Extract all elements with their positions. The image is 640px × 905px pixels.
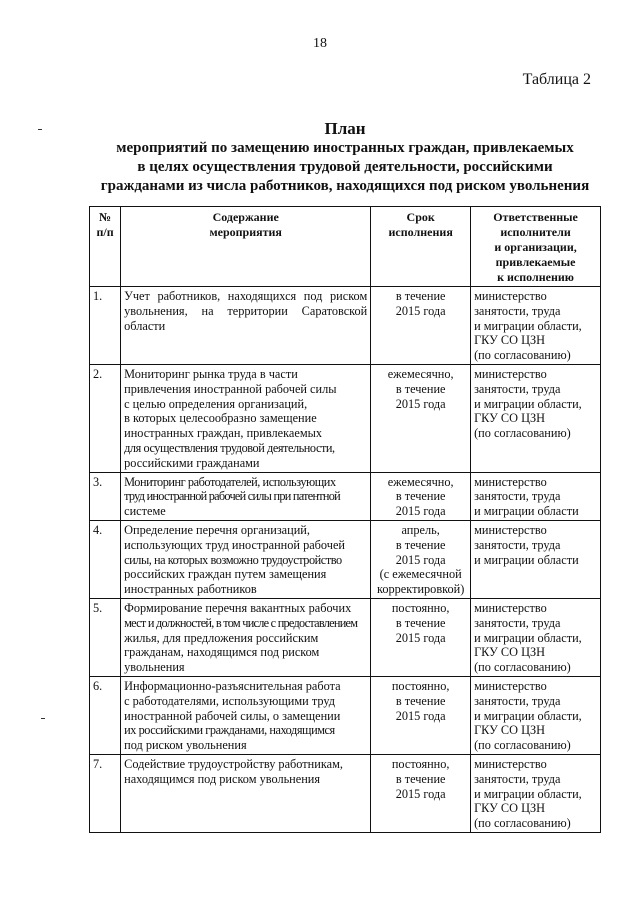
- term-line: 2015 года: [395, 786, 446, 801]
- term-line: 2015 года: [395, 303, 446, 318]
- desc-line: использующих труд иностранной рабочей: [124, 537, 345, 552]
- row-description: [121, 754, 371, 832]
- term-line: в течение: [395, 381, 446, 396]
- table-row: [90, 598, 601, 676]
- desc-line: Информационно-разъяснительная работа: [124, 678, 341, 693]
- row-term: [371, 287, 471, 365]
- exec-line: занятости, труда: [474, 771, 561, 786]
- row-number: 1.: [90, 287, 121, 365]
- desc-line: Определение перечня организаций,: [124, 522, 310, 537]
- header-line: исполнители: [500, 225, 571, 239]
- exec-line: министерство: [474, 366, 547, 381]
- table-row: [90, 287, 601, 365]
- row-term: [371, 520, 471, 598]
- desc-line: Содействие трудоустройству работникам,: [124, 756, 343, 771]
- term-line: 2015 года: [395, 708, 446, 723]
- term-line: ежемесячно,: [387, 366, 454, 381]
- scan-speck: [38, 129, 42, 130]
- exec-line: и миграции области,: [474, 396, 582, 411]
- row-number: 6.: [90, 676, 121, 754]
- term-line: апрель,: [401, 522, 440, 537]
- desc-line: Мониторинг рынка труда в части: [124, 366, 298, 381]
- exec-line: занятости, труда: [474, 615, 561, 630]
- term-line: постоянно,: [391, 756, 450, 771]
- desc-line: российских граждан путем замещения: [124, 567, 327, 582]
- table-row: [90, 754, 601, 832]
- header-desc: [121, 207, 371, 287]
- row-description: [121, 472, 371, 520]
- desc-line: Мониторинг работодателей, использующих: [124, 474, 336, 489]
- header-line: Содержание: [212, 210, 279, 224]
- exec-line: министерство: [474, 756, 547, 771]
- row-executors: [471, 676, 601, 754]
- exec-line: (по согласованию): [474, 816, 571, 831]
- desc-line: привлечения иностранной рабочей силы: [124, 381, 337, 396]
- page-number: 18: [313, 36, 327, 51]
- row-term: [371, 472, 471, 520]
- desc-line: иностранных граждан, привлекаемых: [124, 426, 323, 441]
- header-line: п/п: [96, 225, 114, 239]
- term-line: 2015 года: [395, 630, 446, 645]
- exec-line: ГКУ СО ЦЗН: [474, 645, 546, 660]
- header-line: Ответственные: [493, 210, 578, 224]
- header-line: Срок: [406, 210, 435, 224]
- term-line: в течение: [395, 537, 446, 552]
- desc-line: увольнения, на территории Саратовской: [124, 303, 368, 318]
- row-description: [121, 598, 371, 676]
- table-row: [90, 364, 601, 472]
- exec-line: министерство: [474, 522, 547, 537]
- row-term: [371, 364, 471, 472]
- exec-line: занятости, труда: [474, 489, 561, 504]
- table-label: Таблица 2: [522, 71, 591, 88]
- exec-line: ГКУ СО ЦЗН: [474, 411, 546, 426]
- table-header-row: [90, 207, 601, 287]
- row-number: 7.: [90, 754, 121, 832]
- exec-line: и миграции области: [474, 552, 579, 567]
- row-number: 4.: [90, 520, 121, 598]
- row-executors: [471, 520, 601, 598]
- row-term: [371, 598, 471, 676]
- desc-line: гражданам, находящимся под риском: [124, 645, 320, 660]
- scan-speck: [41, 718, 45, 719]
- exec-line: ГКУ СО ЦЗН: [474, 801, 546, 816]
- term-line: корректировкой): [377, 582, 465, 597]
- exec-line: (по согласованию): [474, 426, 571, 441]
- exec-line: и миграции области,: [474, 318, 582, 333]
- desc-line: с работодателями, использующими труд: [124, 693, 335, 708]
- term-line: постоянно,: [391, 600, 450, 615]
- exec-line: ГКУ СО ЦЗН: [474, 333, 546, 348]
- desc-line: с целью определения организаций,: [124, 396, 308, 411]
- row-number: 5.: [90, 598, 121, 676]
- term-line: в течение: [395, 693, 446, 708]
- header-line: мероприятия: [209, 225, 282, 239]
- term-line: постоянно,: [391, 678, 450, 693]
- desc-line: Учет работников, находящихся под риском: [124, 289, 368, 303]
- exec-line: (по согласованию): [474, 348, 571, 363]
- desc-line: под риском увольнения: [124, 738, 247, 753]
- row-executors: [471, 287, 601, 365]
- exec-line: и миграции области,: [474, 630, 582, 645]
- header-term: [371, 207, 471, 287]
- row-number: 2.: [90, 364, 121, 472]
- row-executors: [471, 472, 601, 520]
- desc-line: в которых целесообразно замещение: [124, 411, 317, 426]
- row-number: 3.: [90, 472, 121, 520]
- exec-line: министерство: [474, 678, 547, 693]
- desc-line: области: [124, 318, 166, 333]
- term-line: в течение: [395, 289, 446, 303]
- header-line: к исполнению: [497, 270, 574, 284]
- header-line: исполнения: [388, 225, 453, 239]
- exec-line: занятости, труда: [474, 537, 561, 552]
- header-line: привлекаемые: [495, 255, 576, 269]
- table-row: [90, 520, 601, 598]
- exec-line: занятости, труда: [474, 381, 561, 396]
- desc-line: российскими гражданами: [124, 455, 260, 470]
- row-term: [371, 754, 471, 832]
- document-title: [90, 119, 600, 196]
- term-line: в течение: [395, 489, 446, 504]
- title-heading: План: [324, 119, 366, 138]
- exec-line: занятости, труда: [474, 693, 561, 708]
- header-line: №: [99, 210, 112, 224]
- desc-line: Формирование перечня вакантных рабочих: [124, 600, 352, 615]
- term-line: 2015 года: [395, 396, 446, 411]
- exec-line: и миграции области,: [474, 786, 582, 801]
- exec-line: министерство: [474, 289, 547, 303]
- exec-line: министерство: [474, 600, 547, 615]
- desc-line: иностранных работников: [124, 582, 257, 597]
- title-line: гражданами из числа работников, находящихся под риском увольнения: [100, 178, 590, 194]
- term-line: 2015 года: [395, 504, 446, 519]
- desc-line: увольнения: [124, 660, 185, 675]
- term-line: ежемесячно,: [387, 474, 454, 489]
- row-term: [371, 676, 471, 754]
- title-line: мероприятий по замещению иностранных граждан, привлекаемых: [116, 140, 574, 156]
- exec-line: (по согласованию): [474, 660, 571, 675]
- desc-line: для осуществления трудовой деятельности,: [124, 440, 335, 455]
- exec-line: занятости, труда: [474, 303, 561, 318]
- exec-line: и миграции области,: [474, 708, 582, 723]
- desc-line: силы, на которых возможно трудоустройство: [124, 552, 342, 567]
- desc-line: мест и должностей, в том числе с предоставлением: [124, 615, 358, 630]
- header-num: [90, 207, 121, 287]
- desc-line: труд иностранной рабочей силы при патентной: [124, 489, 340, 504]
- row-executors: [471, 754, 601, 832]
- term-line: в течение: [395, 771, 446, 786]
- header-exec: [471, 207, 601, 287]
- desc-line: их российскими гражданами, находящимся: [124, 723, 335, 738]
- exec-line: министерство: [474, 474, 547, 489]
- table-row: [90, 676, 601, 754]
- plan-table: [89, 206, 601, 833]
- term-line: 2015 года: [395, 552, 446, 567]
- table-row: [90, 472, 601, 520]
- term-line: (с ежемесячной: [379, 567, 462, 582]
- row-description: [121, 287, 371, 365]
- exec-line: ГКУ СО ЦЗН: [474, 723, 546, 738]
- desc-line: жилья, для предложения российским: [124, 630, 319, 645]
- row-executors: [471, 598, 601, 676]
- header-line: и организации,: [494, 240, 577, 254]
- term-line: в течение: [395, 615, 446, 630]
- desc-line: находящимся под риском увольнения: [124, 771, 321, 786]
- row-description: [121, 364, 371, 472]
- desc-line: иностранной рабочей силы, о замещении: [124, 708, 341, 723]
- row-executors: [471, 364, 601, 472]
- row-description: [121, 520, 371, 598]
- desc-line: системе: [124, 504, 166, 519]
- exec-line: и миграции области: [474, 504, 579, 519]
- title-line: в целях осуществления трудовой деятельности, российскими: [137, 159, 553, 175]
- row-description: [121, 676, 371, 754]
- exec-line: (по согласованию): [474, 738, 571, 753]
